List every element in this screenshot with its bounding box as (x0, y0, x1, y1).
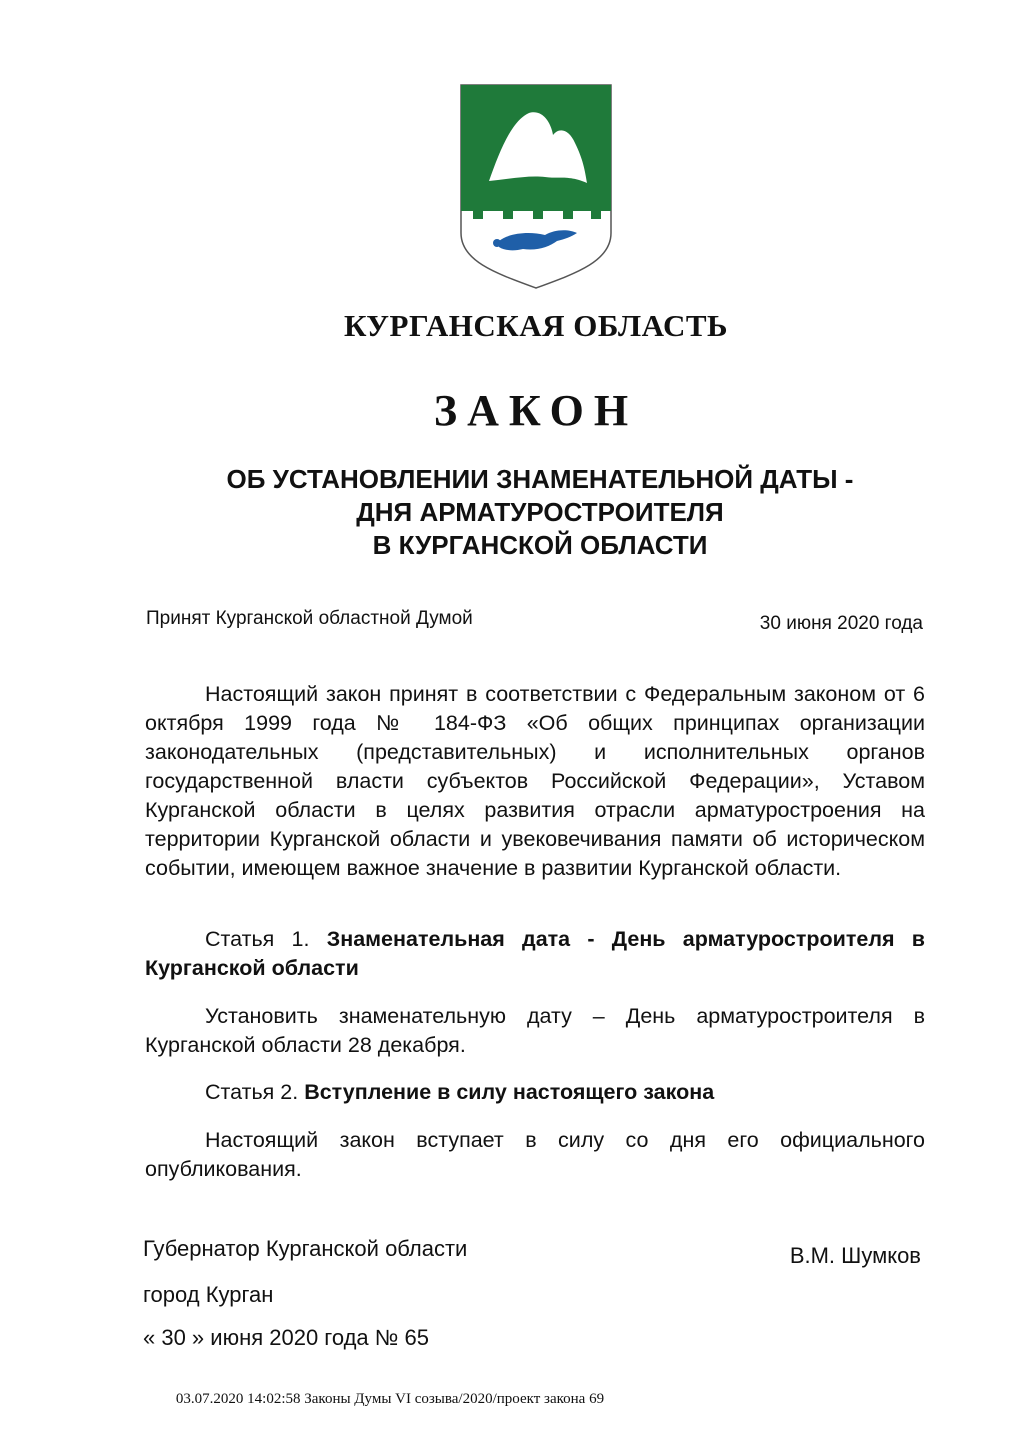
article-label: Статья 2. (205, 1080, 299, 1104)
law-title (150, 463, 930, 562)
article-2-text: Настоящий закон вступает в силу со дня его официального опубликования. (145, 1128, 925, 1181)
law-title-line: ДНЯ АРМАТУРОСТРОИТЕЛЯ (356, 497, 724, 527)
signing-city: город Курган (143, 1282, 274, 1307)
article-2-heading (145, 1078, 925, 1107)
article-title: Вступление в силу настоящего закона (304, 1080, 715, 1104)
document-type: ЗАКОН (433, 386, 639, 435)
signatory-name: В.М. Шумков (789, 1243, 921, 1268)
article-1-heading (145, 925, 925, 983)
signatory-position: Губернатор Курганской области (143, 1236, 468, 1261)
signing-date-number: « 30 » июня 2020 года № 65 (143, 1325, 429, 1350)
law-title-line: В КУРГАНСКОЙ ОБЛАСТИ (372, 530, 708, 560)
article-label: Статья 1. (205, 927, 310, 951)
region-title: КУРГАНСКАЯ ОБЛАСТЬ (343, 308, 729, 343)
law-title-line: ОБ УСТАНОВЛЕНИИ ЗНАМЕНАТЕЛЬНОЙ ДАТЫ - (226, 464, 854, 494)
adoption-date: 30 июня 2020 года (759, 613, 923, 634)
preamble: Настоящий закон принят в соответствии с Федеральным законом от 6 октября 1999 года № 184-ФЗ «Об общих принципах организации законодательных (представительных) и исполнительных органов государственной власти субъектов Российской Федерации», Уставом Курганской области в целях развития отрасли арматуростроения на территории Курганской области и увековечивания памяти об историческом событии, имеющем важное значение в развитии Курганской области. (145, 682, 925, 880)
adopted-by: Принят Курганской областной Думой (146, 608, 473, 629)
article-title: Знаменательная дата - День арматуростроителя в Курганской области (145, 927, 925, 980)
footer-print-stamp: 03.07.2020 14:02:58 Законы Думы VI созыва/2020/проект закона 69 (175, 1391, 605, 1407)
coat-of-arms-icon (459, 83, 613, 290)
article-1-text: Установить знаменательную дату – День арматуростроителя в Курганской области 28 декабря. (145, 1004, 925, 1057)
